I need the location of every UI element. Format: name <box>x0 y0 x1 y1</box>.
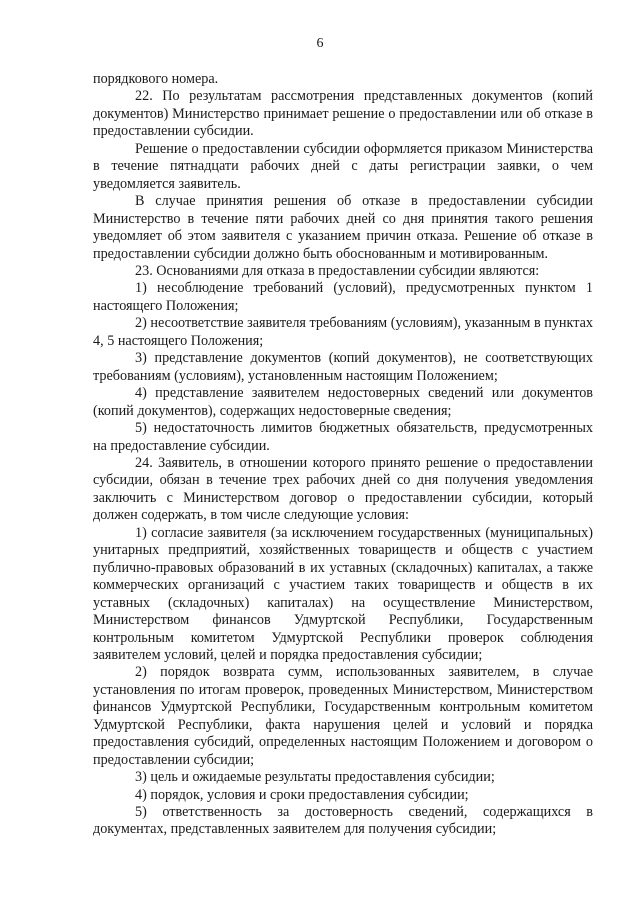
paragraph: 5) недостаточность лимитов бюджетных обязательств, предусмотренных на предоставление субсидии. <box>93 420 593 454</box>
paragraph: 5) ответственность за достоверность сведений, содержащихся в документах, представленных заявителем для получения субсидии; <box>93 804 593 838</box>
paragraph: 4) представление заявителем недостоверных сведений или документов (копий документов), содержащих недостоверные сведения; <box>93 385 593 419</box>
page-number: 6 <box>316 36 324 51</box>
paragraph: 23. Основаниями для отказа в предоставлении субсидии являются: <box>135 262 540 279</box>
paragraph: В случае принятия решения об отказе в предоставлении субсидии Министерство в течение пяти рабочих дней со дня принятия такого решения уведомляет об этом заявителя с указанием причин отказа. Решение об отказе в предоставлении субсидии должно быть обоснованным и мотивированным. <box>93 193 593 262</box>
paragraph: 1) несоблюдение требований (условий), предусмотренных пунктом 1 настоящего Положения; <box>93 280 593 314</box>
paragraph: 3) цель и ожидаемые результаты предоставления субсидии; <box>135 769 495 786</box>
paragraph: 4) порядок, условия и сроки предоставления субсидии; <box>135 786 469 803</box>
paragraph: 2) несоответствие заявителя требованиям (условиям), указанным в пунктах 4, 5 настоящего Положения; <box>93 315 593 349</box>
paragraph: 22. По результатам рассмотрения представленных документов (копий документов) Министерство принимает решение о предоставлении или об отказе в предоставлении субсидии. <box>93 88 593 140</box>
paragraph: 1) согласие заявителя (за исключением государственных (муниципальных) унитарных предприятий, хозяйственных товариществ и обществ с участием публично-правовых образований в их уставных (складочных) капиталах, а также коммерческих организаций с участием таких товариществ и обществ в их уставных (складочных) капиталах) на осуществление Министерством, Министерством финансов Удмуртской Республики, Государственным контрольным комитетом Удмуртской Республики проверок соблюдения заявителем условий, целей и порядка предоставления субсидии; <box>93 524 593 663</box>
paragraph: 2) порядок возврата сумм, использованных заявителем, в случае установления по итогам проверок, проведенных Министерством, Министерством финансов Удмуртской Республики, Государственным контрольным комитетом Удмуртской Республики, факта нарушения целей и условий и порядка предоставления субсидий, определенных настоящим Положением и договором о предоставлении субсидии; <box>93 664 593 768</box>
paragraph: 24. Заявитель, в отношении которого принято решение о предоставлении субсидии, обязан в течение трех рабочих дней со дня получения уведомления заключить с Министерством договор о предоставлении субсидии, который должен содержать, в том числе следующие условия: <box>93 454 593 524</box>
paragraph: порядкового номера. <box>93 71 219 87</box>
paragraph: 3) представление документов (копий документов), не соответствующих требованиям (условиям), установленным настоящим Положением; <box>93 350 593 384</box>
document-body <box>93 71 593 839</box>
paragraph: Решение о предоставлении субсидии оформляется приказом Министерства в течение пятнадцати рабочих дней с даты регистрации заявки, о чем уведомляется заявитель. <box>93 140 593 192</box>
